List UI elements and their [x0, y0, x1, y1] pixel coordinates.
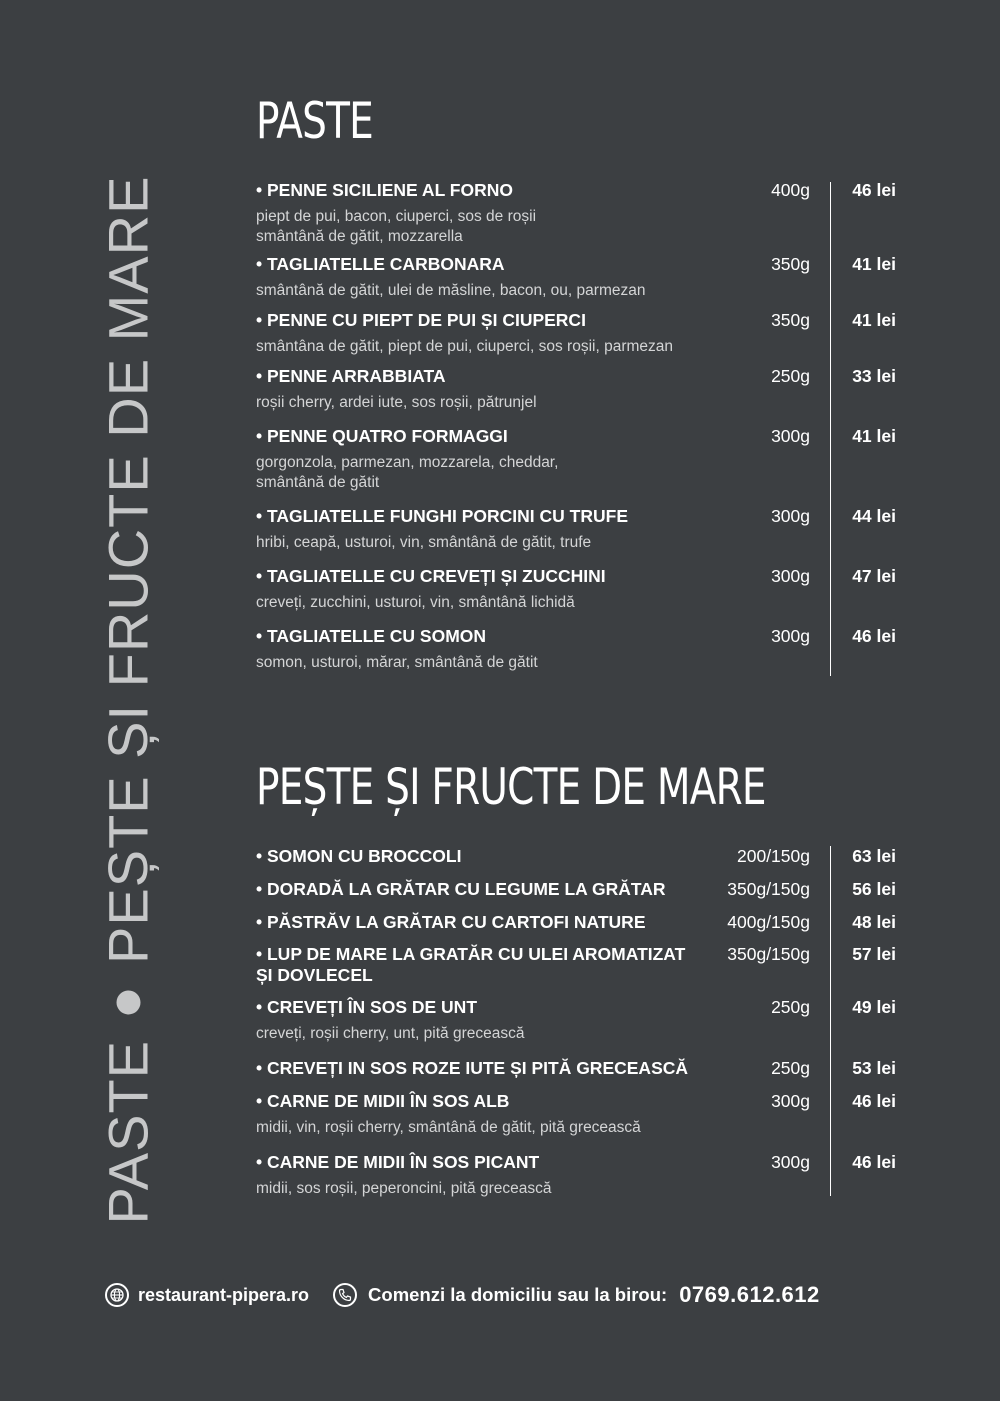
section-title-paste: PASTE: [256, 92, 374, 150]
item-name: • CARNE DE MIDII ÎN SOS ALB: [256, 1091, 510, 1111]
item-price: 47 lei: [852, 566, 896, 586]
menu-item: [256, 426, 896, 493]
item-name: • PENNE ARRABBIATA: [256, 366, 446, 386]
item-name: • TAGLIATELLE CARBONARA: [256, 254, 505, 274]
item-price: 41 lei: [852, 254, 896, 274]
menu-item: [256, 879, 896, 900]
section-title-peste: PEȘTE ȘI FRUCTE DE MARE: [256, 758, 766, 816]
item-price: 49 lei: [852, 997, 896, 1017]
item-price: 46 lei: [852, 180, 896, 200]
menu-item: [256, 506, 896, 553]
side-title: [96, 176, 161, 1225]
item-name: • TAGLIATELLE CU SOMON: [256, 626, 487, 646]
item-weight: 300g: [771, 626, 810, 646]
item-price: 41 lei: [852, 310, 896, 330]
item-name: • CREVEȚI ÎN SOS DE UNT: [256, 997, 478, 1017]
item-name: • TAGLIATELLE FUNGHI PORCINI CU TRUFE: [256, 506, 628, 526]
menu-item: [256, 626, 896, 673]
item-weight: 350g: [771, 254, 810, 274]
item-name: • DORADĂ LA GRĂTAR CU LEGUME LA GRĂTAR: [256, 879, 666, 899]
item-weight: 300g: [771, 1152, 810, 1172]
menu-item: [256, 310, 896, 357]
item-name: • PENNE SICILIENE AL FORNO: [256, 180, 513, 200]
menu-item: [256, 846, 896, 867]
item-weight: 350g/150g: [727, 879, 810, 899]
item-price: 53 lei: [852, 1058, 896, 1078]
item-weight: 350g/150g: [727, 944, 810, 964]
side-title-right: PEȘTE ȘI FRUCTE DE MARE: [96, 175, 160, 964]
item-weight: 250g: [771, 1058, 810, 1078]
item-description: smântâna de gătit, piept de pui, ciuperci, sos roșii, parmezan: [256, 338, 674, 355]
item-description: creveți, zucchini, usturoi, vin, smântână lichidă: [256, 594, 575, 611]
item-weight: 250g: [771, 366, 810, 386]
menu-item: [256, 366, 896, 413]
item-name: • PĂSTRĂV LA GRĂTAR CU CARTOFI NATURE: [256, 912, 646, 932]
item-weight: 350g: [771, 310, 810, 330]
item-weight: 400g/150g: [727, 912, 810, 932]
footer: [105, 1280, 905, 1310]
menu-item: [256, 997, 896, 1044]
item-weight: 300g: [771, 506, 810, 526]
item-weight: 250g: [771, 997, 810, 1017]
menu-item: [256, 944, 896, 986]
item-weight: 300g: [771, 426, 810, 446]
item-description: midii, sos roșii, peperoncini, pită grecească: [256, 1180, 552, 1197]
item-price: 41 lei: [852, 426, 896, 446]
menu-item: [256, 1152, 896, 1199]
item-price: 48 lei: [852, 912, 896, 932]
item-description: midii, vin, roșii cherry, smântână de gătit, pită grecească: [256, 1119, 641, 1136]
item-price: 44 lei: [852, 506, 896, 526]
item-weight: 400g: [771, 180, 810, 200]
website-link[interactable]: restaurant-pipera.ro: [138, 1284, 310, 1305]
menu-item: [256, 566, 896, 613]
globe-icon: [105, 1283, 129, 1307]
item-description: gorgonzola, parmezan, mozzarela, cheddar, smântână de gătit: [256, 454, 559, 491]
menu-item: [256, 1091, 896, 1138]
menu-item: [256, 180, 896, 247]
bullet-dot: [116, 990, 140, 1014]
menu-item: [256, 912, 896, 933]
item-price: 46 lei: [852, 1152, 896, 1172]
item-name: • SOMON CU BROCCOLI: [256, 846, 462, 866]
item-description: smântână de gătit, ulei de măsline, bacon, ou, parmezan: [256, 282, 646, 299]
phone-icon: [333, 1283, 357, 1307]
item-name: • TAGLIATELLE CU CREVEȚI ȘI ZUCCHINI: [256, 566, 606, 586]
item-weight: 300g: [771, 566, 810, 586]
item-weight: 300g: [771, 1091, 810, 1111]
item-name: • CREVEȚI IN SOS ROZE IUTE ȘI PITĂ GRECEASCĂ: [256, 1058, 689, 1078]
item-price: 56 lei: [852, 879, 896, 899]
item-description: hribi, ceapă, usturoi, vin, smântână de gătit, trufe: [256, 534, 592, 551]
item-name: • CARNE DE MIDII ÎN SOS PICANT: [256, 1152, 540, 1172]
item-description: somon, usturoi, mărar, smântână de gătit: [256, 654, 538, 671]
order-text: Comenzi la domiciliu sau la birou:: [368, 1284, 668, 1305]
phone-number[interactable]: 0769.612.612: [679, 1282, 820, 1307]
item-description: piept de pui, bacon, ciuperci, sos de roșii smântână de gătit, mozzarella: [256, 208, 537, 245]
item-name: • PENNE CU PIEPT DE PUI ȘI CIUPERCI: [256, 310, 586, 330]
item-price: 33 lei: [852, 366, 896, 386]
item-name: • LUP DE MARE LA GRATĂR CU ULEI AROMATIZAT ȘI DOVLECEL: [256, 944, 686, 985]
item-description: roșii cherry, ardei iute, sos roșii, pătrunjel: [256, 394, 537, 411]
side-title-left: PASTE: [96, 1039, 160, 1225]
item-price: 63 lei: [852, 846, 896, 866]
item-weight: 200/150g: [737, 846, 810, 866]
item-price: 46 lei: [852, 626, 896, 646]
item-description: creveți, roșii cherry, unt, pită grecească: [256, 1025, 525, 1042]
menu-item: [256, 1058, 896, 1079]
item-price: 57 lei: [852, 944, 896, 964]
item-name: • PENNE QUATRO FORMAGGI: [256, 426, 508, 446]
item-price: 46 lei: [852, 1091, 896, 1111]
menu-item: [256, 254, 896, 301]
